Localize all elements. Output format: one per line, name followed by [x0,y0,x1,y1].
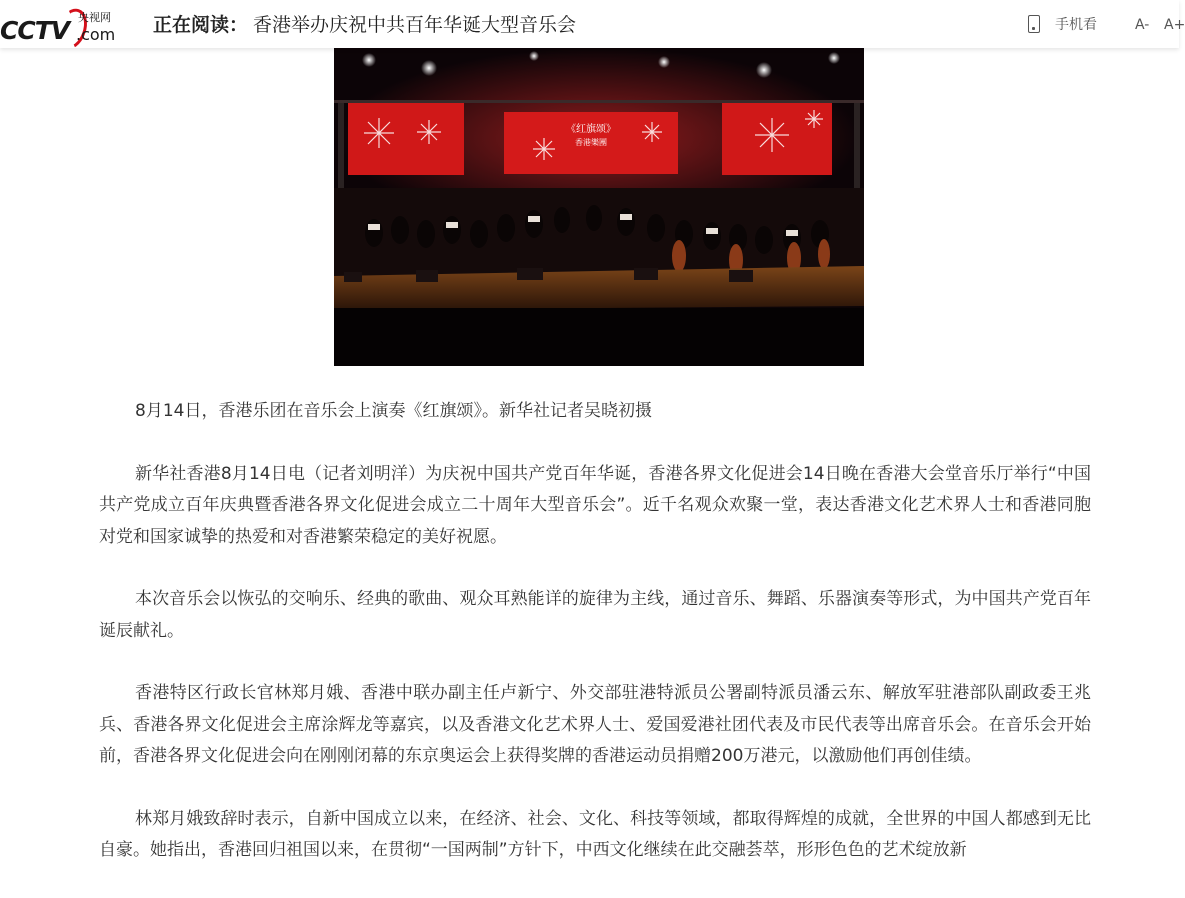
reading-label: 正在阅读： [153,14,249,36]
logo-cn-text: 央视网 [78,11,111,24]
photo-caption: 8月14日，香港乐团在音乐会上演奏《红旗颂》。新华社记者吴晓初摄 [135,401,652,421]
stage-screen-right [722,103,832,175]
phone-icon [1028,15,1040,33]
article-paragraph: 本次音乐会以恢弘的交响乐、经典的歌曲、观众耳熟能详的旋律为主线，通过音乐、舞蹈、乐器演奏等形式，为中国共产党百年诞辰献礼。 [99,589,1091,641]
font-decrease-button[interactable]: A- [1135,17,1150,33]
font-increase-button[interactable]: A+ [1164,17,1185,33]
article-photo [334,48,864,366]
screen-subtitle-text: 香港樂團 [575,138,607,147]
logo-com-text: .com [76,25,116,44]
article-paragraph: 林郑月娥致辞时表示，自新中国成立以来，在经济、社会、文化、科技等领域，都取得辉煌的成就，全世界的中国人都感到无比自豪。她指出，香港回归祖国以来，在贯彻“一国两制”方针下，中西文化继续在此交融荟萃，形形色色的艺术绽放新 [99,808,1091,860]
stage-screen-left [348,103,464,175]
mobile-view-label: 手机看 [1055,17,1097,33]
cctv-logo[interactable] [0,6,122,46]
article-paragraph: 香港特区行政长官林郑月娥、香港中联办副主任卢新宁、外交部驻港特派员公署副特派员潘云东、解放军驻港部队副政委王兆兵、香港各界文化促进会主席涂辉龙等嘉宾，以及香港文化艺术界人士、爱国爱港社团代表及市民代表等出席音乐会。在音乐会开始前，香港各界文化促进会向在刚刚闭幕的东京奥运会上获得奖牌的香港运动员捐赠200万港元，以激励他们再创佳绩。 [99,683,1091,766]
logo-cctv-text: CCTV [0,16,70,45]
article-paragraph: 新华社香港8月14日电（记者刘明洋）为庆祝中国共产党百年华诞，香港各界文化促进会14日晚在香港大会堂音乐厅举行“中国共产党成立百年庆典暨香港各界文化促进会成立二十周年大型音乐会”。近千名观众欢聚一堂，表达香港文化艺术界人士和香港同胞对党和国家诚挚的热爱和对香港繁荣稳定的美好祝愿。 [99,463,1091,547]
article-body [99,396,1091,898]
concert-photo-graphic [334,48,864,366]
top-bar [0,0,1185,48]
screen-title-text: 《红旗颂》 [566,124,616,135]
page-title: 香港举办庆祝中共百年华诞大型音乐会 [253,14,577,36]
